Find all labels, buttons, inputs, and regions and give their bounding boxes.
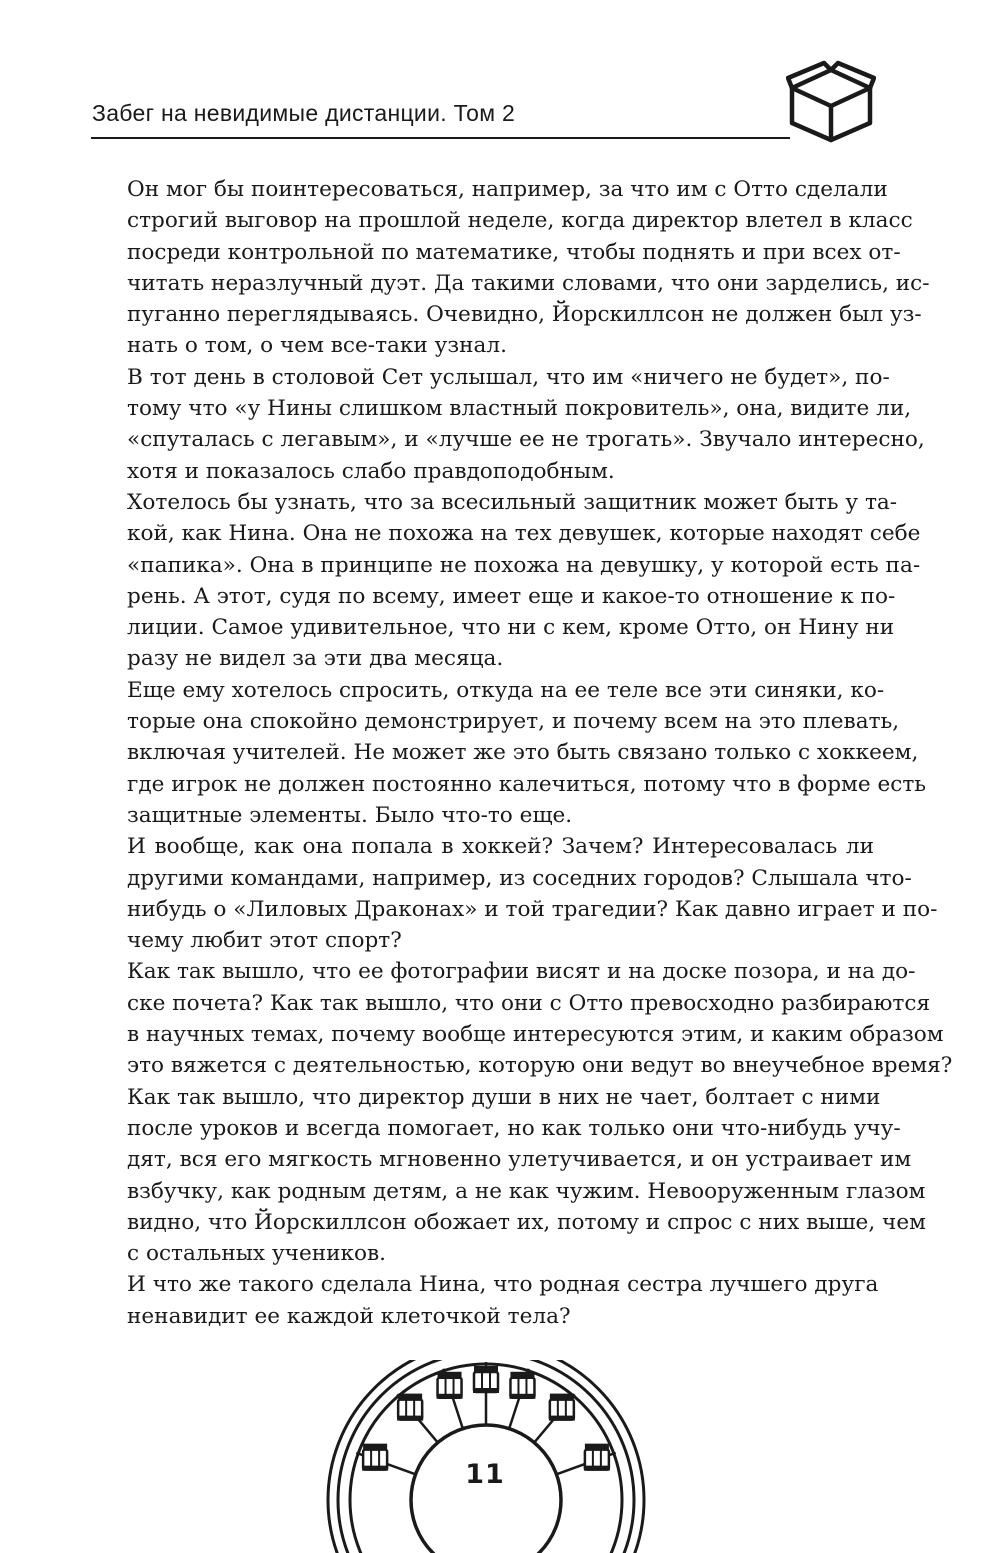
text-line: кой, как Нина. Она не похожа на тех девушек, которые находят себе — [127, 521, 921, 547]
text-line: нибудь о «Лиловых Драконах» и той трагедии? Как давно играет и по- — [127, 896, 938, 922]
gondola-icon — [362, 1444, 388, 1471]
text-line: посреди контрольной по математике, чтобы поднять и при всех от- — [127, 239, 901, 265]
running-head-title: Забег на невидимые дистанции. Том 2 — [92, 100, 516, 126]
text-line: лиции. Самое удивительное, что ни с кем, кроме Отто, он Нину ни — [127, 615, 895, 641]
text-line: после уроков и всегда помогает, но как только они что-нибудь учу- — [127, 1115, 901, 1141]
box-icon — [786, 60, 876, 144]
text-line: торые она спокойно демонстрирует, и почему всем на это плевать, — [127, 709, 900, 735]
text-line: строгий выговор на прошлой неделе, когда директор влетел в класс — [127, 208, 913, 234]
text-line: в научных темах, почему вообще интересуются этим, и каким образом — [127, 1022, 944, 1048]
text-line: пуганно переглядываясь. Очевидно, Йорскиллсон не должен был уз- — [127, 302, 922, 328]
text-line: Как так вышло, что ее фотографии висят и на доске позора, и на до- — [127, 959, 916, 985]
text-line: дят, вся его мягкость мгновенно улетучивается, и он устраивает им — [127, 1147, 912, 1173]
text-line: с остальных учеников. — [127, 1241, 387, 1267]
text-line: И что же такого сделала Нина, что родная сестра лучшего друга — [127, 1272, 879, 1298]
gondola-icon — [549, 1394, 575, 1421]
paragraph — [92, 174, 930, 362]
text-line: взбучку, как родным детям, а не как чужим. Невооруженным глазом — [127, 1178, 926, 1204]
text-line: рень. А этот, судя по всему, имеет еще и какое-то отношение к по- — [127, 583, 896, 609]
text-line: Он мог бы поинтересоваться, например, за что им с Отто сделали — [127, 177, 888, 202]
text-line: разу не видел за эти два месяца. — [127, 646, 504, 672]
text-line: ненавидит ее каждой клеточкой тела? — [127, 1303, 571, 1329]
text-line: включая учителей. Не может же это быть связано только с хоккеем, — [127, 740, 919, 766]
text-line: «спуталась с легавым», и «лучше ее не трогать». Звучало интересно, — [127, 427, 925, 453]
body-text — [92, 174, 953, 1332]
paragraph — [92, 1082, 926, 1270]
paragraph — [92, 831, 938, 956]
header-rule — [91, 137, 790, 139]
text-line: хотя и показалось слабо правдоподобным. — [127, 458, 615, 484]
text-line: другими командами, например, из соседних городов? Слышала что- — [127, 865, 912, 891]
gondola-icon — [473, 1366, 499, 1393]
page-number: 11 — [465, 1459, 505, 1490]
text-line: чему любит этот спорт? — [127, 928, 402, 954]
paragraph — [92, 1269, 879, 1332]
paragraph — [92, 362, 925, 487]
text-line: это вяжется с деятельностью, которую они ведут во внеучебное время? — [127, 1053, 953, 1079]
text-line: нать о том, о чем все-таки узнал. — [127, 333, 507, 359]
gondola-icon — [509, 1372, 535, 1399]
paragraph — [92, 956, 953, 1081]
text-line: ске почета? Как так вышло, что они с Отто превосходно разбираются — [127, 990, 931, 1016]
text-line: Хотелось бы узнать, что за всесильный защитник может быть у та- — [127, 489, 898, 515]
paragraph — [92, 487, 921, 675]
gondola-icon — [397, 1394, 423, 1421]
ferris-wheel-icon — [326, 1360, 646, 1553]
text-line: «папика». Она в принципе не похожа на девушку, у которой есть па- — [127, 552, 921, 578]
text-line: В тот день в столовой Сет услышал, что им «ничего не будет», по- — [127, 364, 890, 390]
text-line: видно, что Йорскиллсон обожает их, потому и спрос с них выше, чем — [127, 1209, 926, 1235]
paragraph — [92, 675, 927, 831]
gondola-icon — [584, 1444, 610, 1471]
text-line: И вообще, как она попала в хоккей? Зачем? Интересовалась ли — [127, 834, 874, 860]
text-line: Еще ему хотелось спросить, откуда на ее теле все эти синяки, ко- — [127, 677, 885, 703]
text-line: читать неразлучный дуэт. Да такими словами, что они зарделись, ис- — [127, 270, 930, 296]
gondola-icon — [437, 1372, 463, 1399]
text-line: защитные элементы. Было что-то еще. — [127, 802, 573, 828]
text-line: где игрок не должен постоянно калечиться, потому что в форме есть — [127, 771, 927, 797]
text-line: тому что «у Нины слишком властный покровитель», она, видите ли, — [127, 396, 912, 422]
text-line: Как так вышло, что директор души в них не чает, болтает с ними — [127, 1084, 881, 1110]
